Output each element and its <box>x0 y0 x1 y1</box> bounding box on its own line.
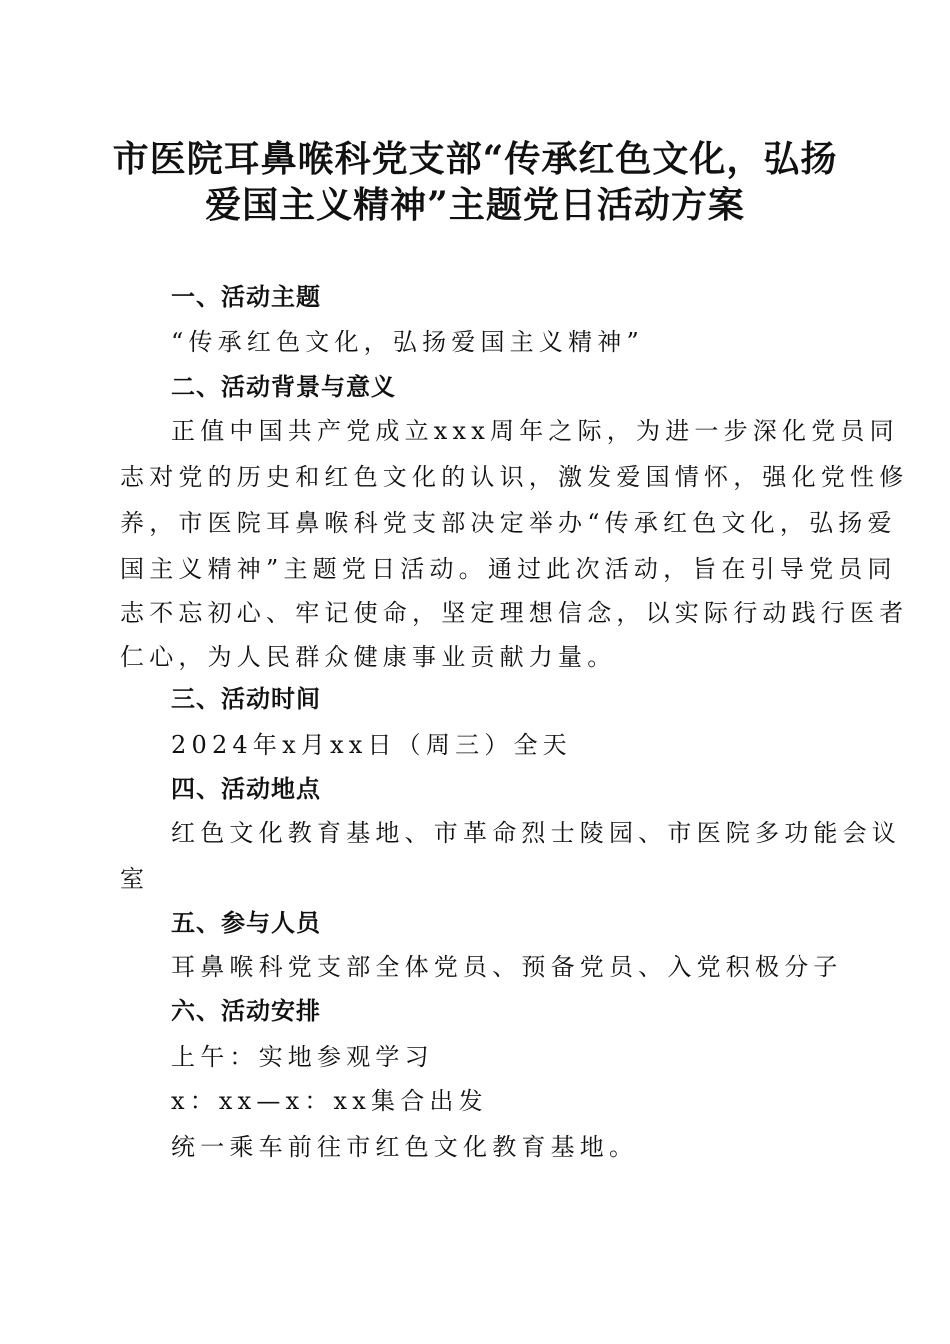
paragraph-line: 红色文化教育基地、市革命烈士陵园、市医院多功能会议 <box>171 819 901 847</box>
paragraph-line: 仁心，为人民群众健康事业贡献力量。 <box>120 643 617 671</box>
section-heading-theme: 一、活动主题 <box>171 283 321 311</box>
paragraph-line: 正值中国共产党成立xxx周年之际，为进一步深化党员同 <box>171 417 899 445</box>
paragraph-line: 室 <box>120 865 150 893</box>
schedule-line: 统一乘车前往市红色文化教育基地。 <box>171 1133 639 1161</box>
schedule-line: 上午：实地参观学习 <box>171 1043 434 1071</box>
schedule-line: x：xx—x：xx集合出发 <box>171 1087 488 1115</box>
section-heading-location: 四、活动地点 <box>171 775 321 803</box>
section-text-time: 2024年x月xx日（周三）全天 <box>171 731 572 759</box>
section-text-participants: 耳鼻喉科党支部全体党员、预备党员、入党积极分子 <box>171 953 843 981</box>
document-title-line-1: 市医院耳鼻喉科党支部“传承红色文化，弘扬 <box>112 138 838 180</box>
paragraph-line: 养，市医院耳鼻喉科党支部决定举办“传承红色文化，弘扬爱 <box>120 509 897 537</box>
section-heading-background: 二、活动背景与意义 <box>171 373 396 401</box>
section-heading-time: 三、活动时间 <box>171 685 321 713</box>
paragraph-line: 国主义精神”主题党日活动。通过此次活动，旨在引导党员同 <box>120 555 897 583</box>
section-text-theme: “传承红色文化，弘扬爱国主义精神” <box>171 328 644 356</box>
section-heading-schedule: 六、活动安排 <box>171 997 321 1025</box>
document-title-line-2: 爱国主义精神”主题党日活动方案 <box>205 184 745 226</box>
paragraph-line: 志不忘初心、牢记使命，坚定理想信念，以实际行动践行医者 <box>120 599 909 627</box>
paragraph-line: 志对党的历史和红色文化的认识，激发爱国情怀，强化党性修 <box>120 463 909 491</box>
section-heading-participants: 五、参与人员 <box>171 909 321 937</box>
